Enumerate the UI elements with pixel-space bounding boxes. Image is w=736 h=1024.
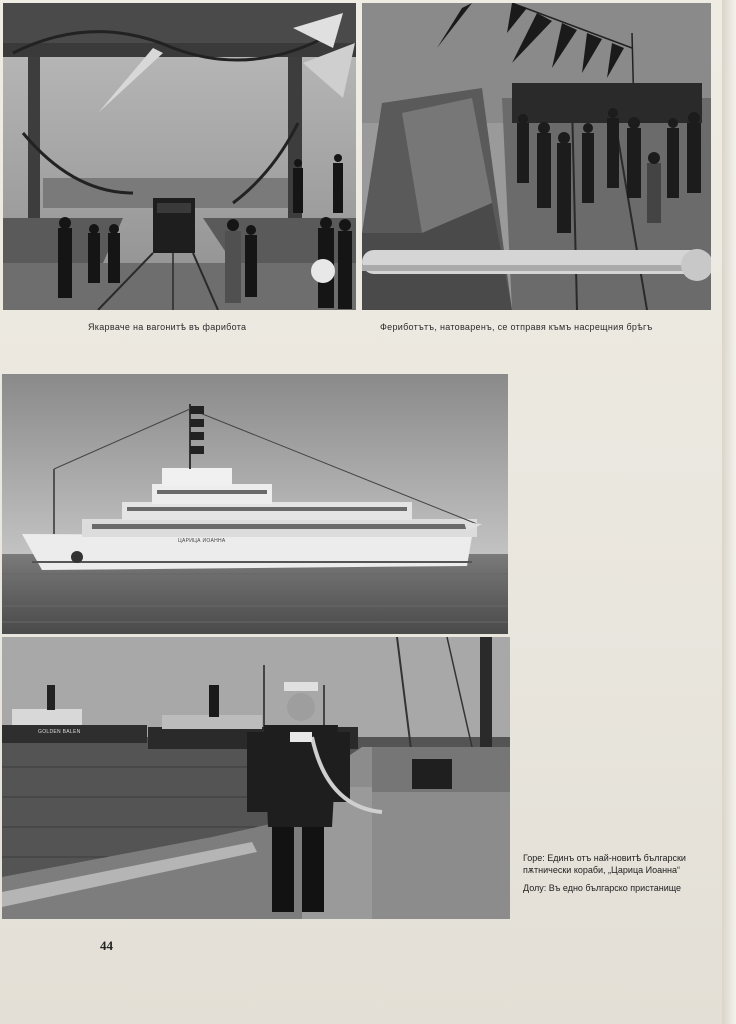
side-caption-bottom: Долу: Въ едно българско пристанище: [523, 883, 682, 893]
caption-top-left: Якарваче на вагонитѣ въ фарибота: [88, 322, 247, 332]
photo-ferry-departing: [362, 3, 711, 310]
side-caption: [523, 852, 713, 900]
page-edge: [722, 0, 736, 1024]
page-number: 44: [100, 938, 113, 953]
far-ship-label: GOLDEN BALEN: [38, 729, 81, 735]
side-caption-top: Горе: Единъ отъ най-новитѣ български пѫтнически кораби, „Царица Иоанна“: [523, 853, 686, 875]
photo-passenger-ship: [2, 374, 508, 634]
caption-top-right: Фериботътъ, натоваренъ, се отправя къмъ насрещния брѣгъ: [380, 322, 653, 332]
photo-ferry-loading: [3, 3, 356, 310]
photo-harbour-captain: [2, 637, 510, 919]
ship-name-label: ЦАРИЦА ИОАННА: [178, 538, 226, 544]
